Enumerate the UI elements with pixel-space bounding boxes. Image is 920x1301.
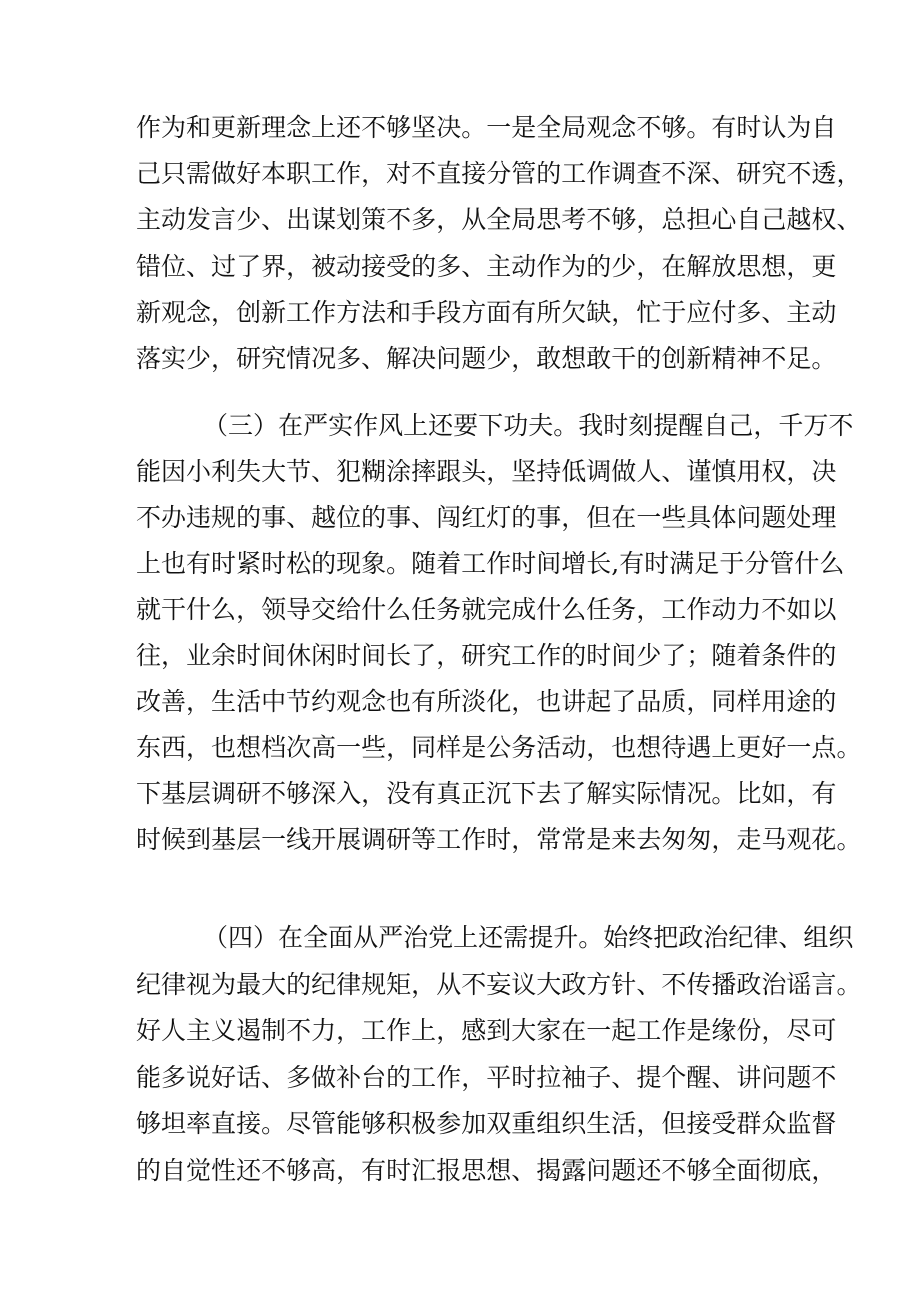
text-line: 改 善 ， 生 活 中 节 约 观 念 也 有 所 淡 化 ， 也 讲 起 了 品 质 ， 同 样 用 途 的 bbox=[136, 687, 837, 716]
text-line: 新 观 念 ， 创 新 工 作 方 法 和 手 段 方 面 有 所 欠 缺 ， 忙 于 应 付 多 、 主 动 bbox=[136, 297, 837, 327]
text-line: 下 基 层 调 研 不 够 深 入 ， 没 有 真 正 沉 下 去 了 解 实 际 情 况 。 比 如 ， 有 bbox=[136, 779, 837, 808]
text-line: 能 多 说 好 话 、 多 做 补 台 的 工 作 ， 平 时 拉 袖 子 、 提 个 醒 、 讲 问 题 不 bbox=[136, 1062, 837, 1092]
text-line: （ 四 ） 在 全 面 从 严 治 党 上 还 需 提 升 。 始 终 把 政 治 纪 律 、 组 织 bbox=[203, 923, 854, 952]
text-line: 错 位 、 过 了 界 ， 被 动 接 受 的 多 、 主 动 作 为 的 少 ， 在 解 放 思 想 ， 更 bbox=[136, 251, 837, 281]
text-line: 纪 律 视 为 最 大 的 纪 律 规 矩 ， 从 不 妄 议 大 政 方 针 、 不 传 播 政 治 谣 言 。 bbox=[136, 969, 862, 999]
text-line: 够 坦 率 直 接 。 尽 管 能 够 积 极 参 加 双 重 组 织 生 活 ， 但 接 受 群 众 监 督 bbox=[136, 1109, 837, 1138]
text-line: 不 办 违 规 的 事 、 越 位 的 事 、 闯 红 灯 的 事 ， 但 在 一 些 具 体 问 题 处 理 bbox=[136, 503, 837, 532]
text-line: （ 三 ） 在 严 实 作 风 上 还 要 下 功 夫 。 我 时 刻 提 醒 自 己 ， 千 万 不 bbox=[203, 411, 854, 440]
text-line: 好 人 主 义 遏 制 不 力 ， 工 作 上 ， 感 到 大 家 在 一 起 工 作 是 缘 份 ， 尽 可 bbox=[136, 1016, 837, 1045]
text-line: 的 自 觉 性 还 不 够 高 ， 有 时 汇 报 思 想 、 揭 露 问 题 还 不 够 全 面 彻 底 ， bbox=[136, 1155, 837, 1185]
text-line: 时 候 到 基 层 一 线 开 展 调 研 等 工 作 时 ， 常 常 是 来 去 匆 匆 ， 走 马 观 花 。 bbox=[136, 825, 862, 854]
text-line: 东 西 ， 也 想 档 次 高 一 些 ， 同 样 是 公 务 活 动 ， 也 想 待 遇 上 更 好 一 点 。 bbox=[136, 733, 862, 762]
text-line: 就 干 什 么 ， 领 导 交 给 什 么 任 务 就 完 成 什 么 任 务 ， 工 作 动 力 不 如 以 bbox=[136, 595, 837, 624]
text-line: 上 也 有 时 紧 时 松 的 现 象 。 随 着 工 作 时 间 增 长 , 有 时 满 足 于 分 管 什 么 bbox=[136, 549, 845, 578]
text-line: 主 动 发 言 少 、 出 谋 划 策 不 多 ， 从 全 局 思 考 不 够 ， 总 担 心 自 己 越 权 、 bbox=[136, 205, 862, 235]
text-line: 能 因 小 利 失 大 节 、 犯 糊 涂 摔 跟 头 ， 坚 持 低 调 做 人 、 谨 慎 用 权 ， 决 bbox=[136, 457, 837, 486]
text-line: 己 只 需 做 好 本 职 工 作 ， 对 不 直 接 分 管 的 工 作 调 查 不 深 、 研 究 不 透 ， bbox=[136, 159, 862, 189]
text-line: 落 实 少 ， 研 究 情 况 多 、 解 决 问 题 少 ， 敢 想 敢 干 的 创 新 精 神 不 足 。 bbox=[136, 344, 837, 373]
text-line: 往 ， 业 余 时 间 休 闲 时 间 长 了 ， 研 究 工 作 的 时 间 少 了 ； 随 着 条 件 的 bbox=[136, 641, 837, 670]
text-line: 作 为 和 更 新 理 念 上 还 不 够 坚 决 。 一 是 全 局 观 念 不 够 。 有 时 认 为 自 bbox=[136, 113, 837, 142]
